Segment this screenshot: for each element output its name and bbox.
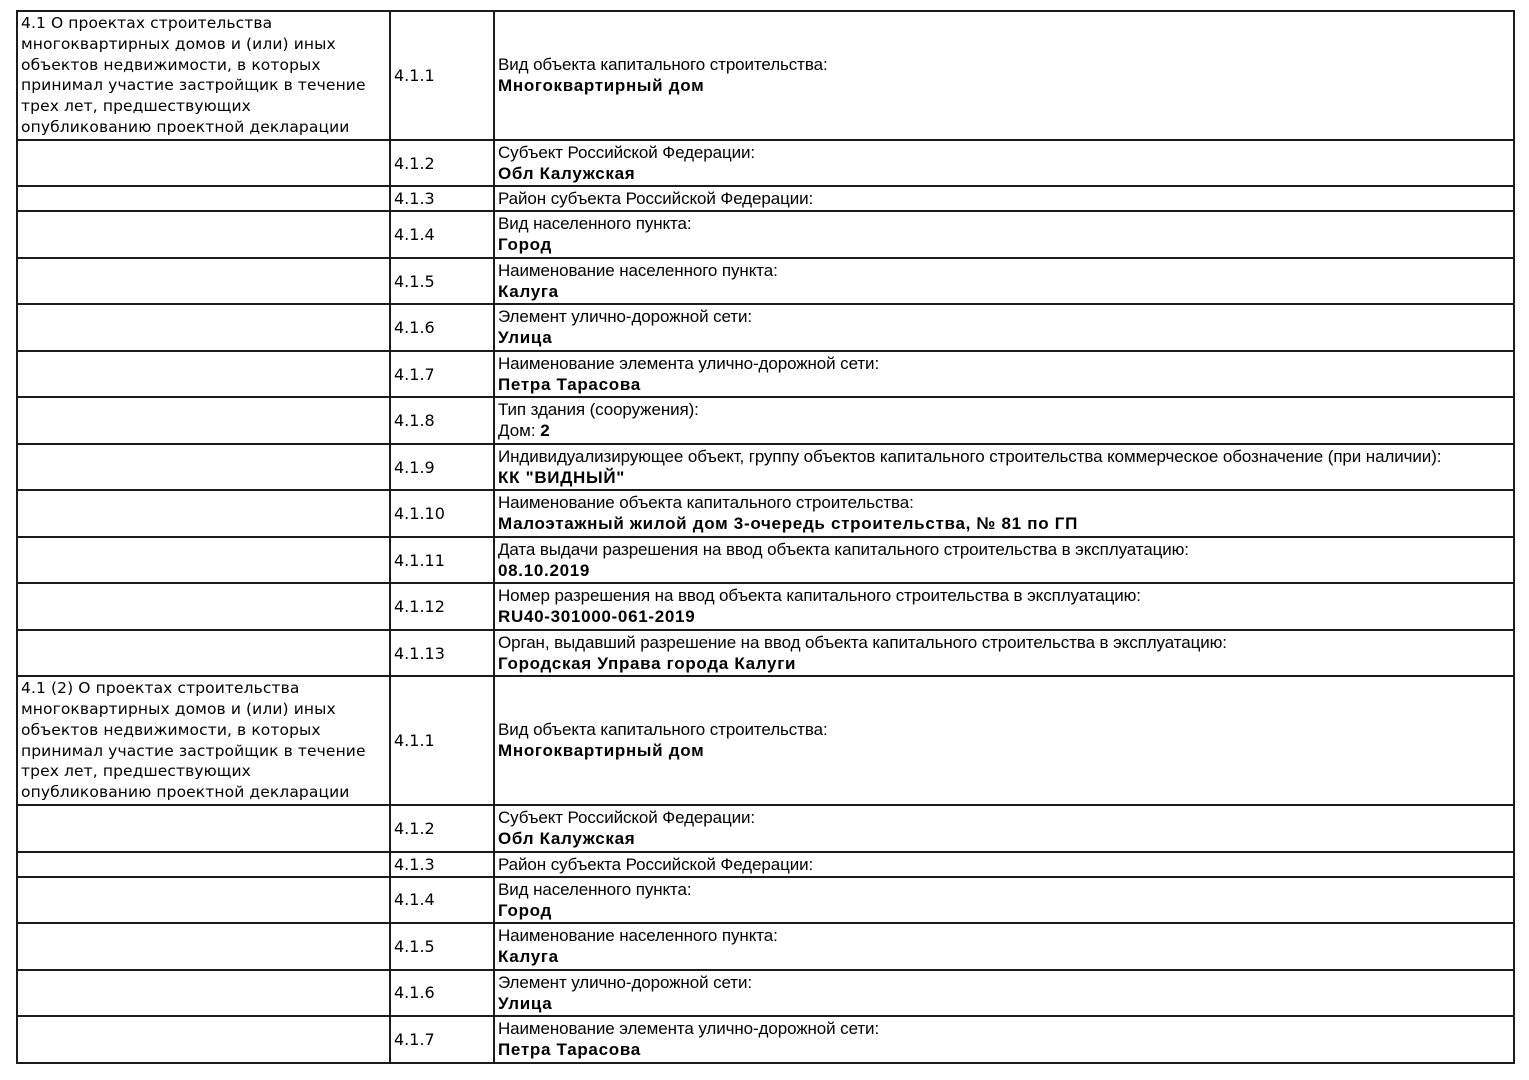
field-value: 08.10.2019 — [498, 560, 591, 580]
field-value-prefix: Дом: — [498, 421, 541, 441]
field-text — [498, 446, 1473, 489]
table-row — [17, 630, 1514, 677]
field-label: Наименование населенного пункта: — [498, 926, 778, 946]
section-description-cell — [17, 805, 390, 852]
field-cell — [494, 490, 1514, 537]
field-value-line — [498, 281, 1473, 303]
section-description-cell — [17, 537, 390, 584]
field-value: Обл Калужская — [498, 163, 636, 183]
row-number: 4.1.2 — [390, 140, 494, 187]
field-value-line — [498, 1039, 1473, 1061]
field-value: Город — [498, 900, 553, 920]
field-label: Элемент улично-дорожной сети: — [498, 307, 752, 327]
field-value-line — [498, 327, 1473, 349]
section-description-cell — [17, 923, 390, 970]
field-value-line — [498, 420, 1473, 442]
field-text — [498, 539, 1473, 582]
field-text — [498, 972, 1473, 1015]
field-value: Обл Калужская — [498, 829, 636, 849]
table-row — [17, 11, 1514, 140]
field-label: Наименование элемента улично-дорожной сети: — [498, 1019, 880, 1039]
field-text — [498, 399, 1473, 442]
section-description-cell — [17, 211, 390, 258]
field-text — [498, 632, 1473, 675]
field-cell — [494, 923, 1514, 970]
section-description-cell — [17, 258, 390, 305]
field-value: Многоквартирный дом — [498, 76, 705, 96]
field-label: Район субъекта Российской Федерации: — [498, 189, 814, 209]
section-description-cell — [17, 877, 390, 924]
field-label: Вид объекта капитального строительства: — [498, 55, 828, 75]
section-description-cell — [17, 970, 390, 1017]
field-value: Городская Управа города Калуги — [498, 653, 797, 673]
table-row — [17, 397, 1514, 444]
field-value-line — [498, 75, 1473, 97]
section-description-cell — [17, 630, 390, 677]
field-cell — [494, 140, 1514, 187]
field-text — [498, 492, 1473, 535]
field-value-line — [498, 740, 1473, 762]
field-cell — [494, 970, 1514, 1017]
field-cell — [494, 11, 1514, 140]
section-description-cell — [17, 852, 390, 877]
field-text — [498, 879, 1473, 922]
section-description-cell: 4.1 (2) О проектах строительства многоквартирных домов и (или) иных объектов недвижимости, в которых принимал участие застройщик в течение трех лет, предшествующих опубликованию проектной декларации — [17, 676, 390, 805]
field-cell — [494, 1016, 1514, 1063]
table-row — [17, 140, 1514, 187]
section-description-cell — [17, 1016, 390, 1063]
field-cell — [494, 537, 1514, 584]
row-number: 4.1.8 — [390, 397, 494, 444]
row-number: 4.1.2 — [390, 805, 494, 852]
field-value-line — [498, 467, 1473, 489]
table-row — [17, 1016, 1514, 1063]
field-value-line — [498, 560, 1473, 582]
row-number: 4.1.5 — [390, 923, 494, 970]
field-value: Петра Тарасова — [498, 1040, 641, 1060]
section-description-cell — [17, 397, 390, 444]
section-description-cell — [17, 140, 390, 187]
table-row — [17, 970, 1514, 1017]
field-label: Элемент улично-дорожной сети: — [498, 972, 752, 992]
row-number: 4.1.6 — [390, 970, 494, 1017]
field-text — [498, 142, 1473, 185]
field-value: Малоэтажный жилой дом 3-очередь строительства, № 81 по ГП — [498, 514, 1078, 534]
field-label: Номер разрешения на ввод объекта капитального строительства в эксплуатацию: — [498, 586, 1141, 606]
row-number: 4.1.6 — [390, 304, 494, 351]
field-value-line — [498, 513, 1473, 535]
table-row — [17, 676, 1514, 805]
field-text — [498, 353, 1473, 396]
section-description-cell — [17, 583, 390, 630]
field-value-line — [498, 993, 1473, 1015]
field-cell — [494, 444, 1514, 491]
field-value: Петра Тарасова — [498, 374, 641, 394]
field-cell — [494, 805, 1514, 852]
field-label: Вид населенного пункта: — [498, 879, 692, 899]
row-number: 4.1.4 — [390, 211, 494, 258]
section-description-cell: 4.1 О проектах строительства многоквартирных домов и (или) иных объектов недвижимости, в которых принимал участие застройщик в течение трех лет, предшествующих опубликованию проектной декларации — [17, 11, 390, 140]
field-text — [498, 306, 1473, 349]
field-text — [498, 585, 1473, 628]
table-row — [17, 923, 1514, 970]
field-value: Калуга — [498, 281, 559, 301]
field-value: КК "ВИДНЫЙ" — [498, 467, 626, 487]
field-value-line — [498, 653, 1473, 675]
field-label: Тип здания (сооружения): — [498, 400, 699, 420]
field-label: Дата выдачи разрешения на ввод объекта капитального строительства в эксплуатацию: — [498, 539, 1189, 559]
field-cell — [494, 397, 1514, 444]
section-description-cell — [17, 186, 390, 211]
field-text — [498, 260, 1473, 303]
row-number: 4.1.4 — [390, 877, 494, 924]
table-row — [17, 877, 1514, 924]
field-label: Субъект Российской Федерации: — [498, 142, 756, 162]
field-text — [498, 188, 1473, 209]
row-number: 4.1.11 — [390, 537, 494, 584]
row-number: 4.1.5 — [390, 258, 494, 305]
field-value-line — [498, 828, 1473, 850]
field-text — [498, 925, 1473, 968]
field-label: Индивидуализирующее объект, группу объектов капитального строительства коммерческое обозначение (при наличии): — [498, 446, 1442, 466]
row-number: 4.1.1 — [390, 676, 494, 805]
row-number: 4.1.12 — [390, 583, 494, 630]
field-value-line — [498, 946, 1473, 968]
field-value: Калуга — [498, 947, 559, 967]
table-row — [17, 537, 1514, 584]
table-row — [17, 211, 1514, 258]
section-description-cell — [17, 490, 390, 537]
field-cell — [494, 211, 1514, 258]
field-value: Многоквартирный дом — [498, 741, 705, 761]
table-row — [17, 490, 1514, 537]
section-description-cell — [17, 304, 390, 351]
field-cell — [494, 877, 1514, 924]
field-text — [498, 719, 1473, 762]
field-text — [498, 213, 1473, 256]
field-cell — [494, 304, 1514, 351]
field-text — [498, 807, 1473, 850]
field-value-line — [498, 606, 1473, 628]
field-value-line — [498, 900, 1473, 922]
table-row — [17, 444, 1514, 491]
declaration-table-body — [17, 11, 1514, 1063]
field-cell — [494, 186, 1514, 211]
row-number: 4.1.10 — [390, 490, 494, 537]
declaration-table — [16, 10, 1515, 1064]
field-value: 2 — [540, 421, 551, 441]
field-cell — [494, 676, 1514, 805]
field-label: Наименование населенного пункта: — [498, 260, 778, 280]
field-label: Вид населенного пункта: — [498, 214, 692, 234]
field-label: Субъект Российской Федерации: — [498, 808, 756, 828]
row-number: 4.1.3 — [390, 852, 494, 877]
field-cell — [494, 583, 1514, 630]
table-row — [17, 351, 1514, 398]
table-row — [17, 304, 1514, 351]
field-cell — [494, 258, 1514, 305]
field-label: Наименование элемента улично-дорожной сети: — [498, 353, 880, 373]
field-text — [498, 854, 1473, 875]
field-value-line — [498, 234, 1473, 256]
table-row — [17, 852, 1514, 877]
field-label: Орган, выдавший разрешение на ввод объекта капитального строительства в эксплуатацию: — [498, 632, 1227, 652]
field-value-line — [498, 163, 1473, 185]
row-number: 4.1.7 — [390, 351, 494, 398]
field-text — [498, 1018, 1473, 1061]
row-number: 4.1.13 — [390, 630, 494, 677]
field-text — [498, 54, 1473, 97]
field-label: Район субъекта Российской Федерации: — [498, 854, 814, 874]
field-value: RU40-301000-061-2019 — [498, 607, 696, 627]
table-row — [17, 805, 1514, 852]
field-value: Город — [498, 235, 553, 255]
table-row — [17, 186, 1514, 211]
row-number: 4.1.3 — [390, 186, 494, 211]
section-description-cell — [17, 444, 390, 491]
row-number: 4.1.1 — [390, 11, 494, 140]
field-cell — [494, 852, 1514, 877]
row-number: 4.1.7 — [390, 1016, 494, 1063]
section-description-cell — [17, 351, 390, 398]
row-number: 4.1.9 — [390, 444, 494, 491]
table-row — [17, 258, 1514, 305]
field-value-line — [498, 374, 1473, 396]
field-cell — [494, 351, 1514, 398]
field-label: Вид объекта капитального строительства: — [498, 720, 828, 740]
field-value: Улица — [498, 993, 553, 1013]
field-value: Улица — [498, 328, 553, 348]
field-cell — [494, 630, 1514, 677]
field-label: Наименование объекта капитального строительства: — [498, 493, 914, 513]
table-row — [17, 583, 1514, 630]
